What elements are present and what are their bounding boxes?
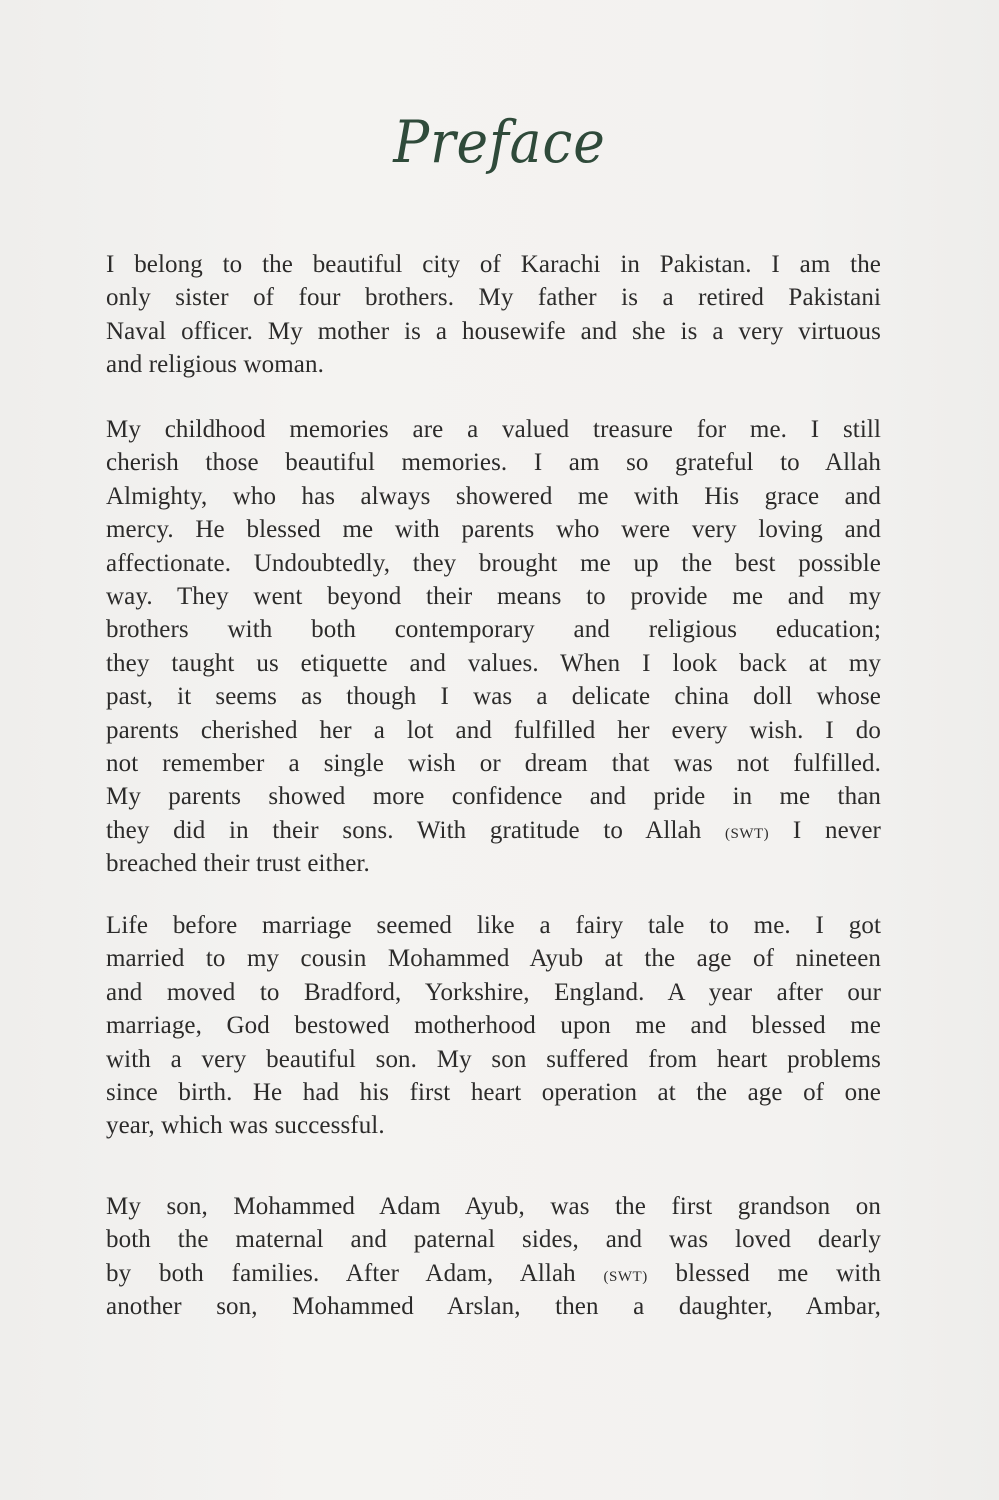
text-line: not remember a single wish or dream that was not fulfilled. xyxy=(106,749,881,777)
text-line: My son, Mohammed Adam Ayub, was the first grandson on xyxy=(106,1193,881,1220)
honorific-abbreviation: (SWT) xyxy=(603,1268,648,1285)
paragraph-2 xyxy=(106,413,881,880)
text-line: with a very beautiful son. My son suffered from heart problems xyxy=(106,1045,881,1073)
text-line: by both families. After Adam, Allah (SWT) blessed me with xyxy=(106,1259,881,1287)
text-line: way. They went beyond their means to provide me and my xyxy=(106,582,881,610)
text-line: and moved to Bradford, Yorkshire, England. A year after our xyxy=(106,978,881,1006)
text-line: My parents showed more confidence and pride in me than xyxy=(106,783,881,811)
honorific-abbreviation: (SWT) xyxy=(725,825,770,842)
text-line: Almighty, who has always showered me with His grace and xyxy=(106,482,881,510)
text-line: My childhood memories are a valued treasure for me. I still xyxy=(106,416,881,443)
paragraph-4 xyxy=(106,1190,881,1324)
text-line: marriage, God bestowed motherhood upon me and blessed me xyxy=(106,1012,881,1040)
text-line: cherish those beautiful memories. I am so grateful to Allah xyxy=(106,449,881,477)
text-line: year, which was successful. xyxy=(106,1112,385,1140)
paragraph-1 xyxy=(106,248,881,382)
text-line: Life before marriage seemed like a fairy tale to me. I got xyxy=(106,912,881,939)
text-line: parents cherished her a lot and fulfilled her every wish. I do xyxy=(106,716,881,744)
page-title: Preface xyxy=(393,108,606,176)
text-line: past, it seems as though I was a delicate china doll whose xyxy=(106,683,881,711)
text-line: they taught us etiquette and values. When I look back at my xyxy=(106,649,881,677)
text-line: both the maternal and paternal sides, and was loved dearly xyxy=(106,1226,881,1254)
text-line: another son, Mohammed Arslan, then a daughter, Ambar, xyxy=(106,1293,881,1321)
paragraph-3 xyxy=(106,909,881,1143)
text-line: I belong to the beautiful city of Karachi in Pakistan. I am the xyxy=(106,251,881,278)
text-line: since birth. He had his first heart operation at the age of one xyxy=(106,1078,881,1106)
text-line: and religious woman. xyxy=(106,351,324,379)
text-line: married to my cousin Mohammed Ayub at the age of nineteen xyxy=(106,945,881,973)
text-line: they did in their sons. With gratitude to Allah (SWT) I never xyxy=(106,816,881,844)
text-line: affectionate. Undoubtedly, they brought me up the best possible xyxy=(106,549,881,577)
text-line: mercy. He blessed me with parents who were very loving and xyxy=(106,516,881,544)
text-line: brothers with both contemporary and religious education; xyxy=(106,616,881,644)
text-line: Naval officer. My mother is a housewife and she is a very virtuous xyxy=(106,317,881,345)
text-line: breached their trust either. xyxy=(106,850,370,878)
text-line: only sister of four brothers. My father is a retired Pakistani xyxy=(106,284,881,312)
